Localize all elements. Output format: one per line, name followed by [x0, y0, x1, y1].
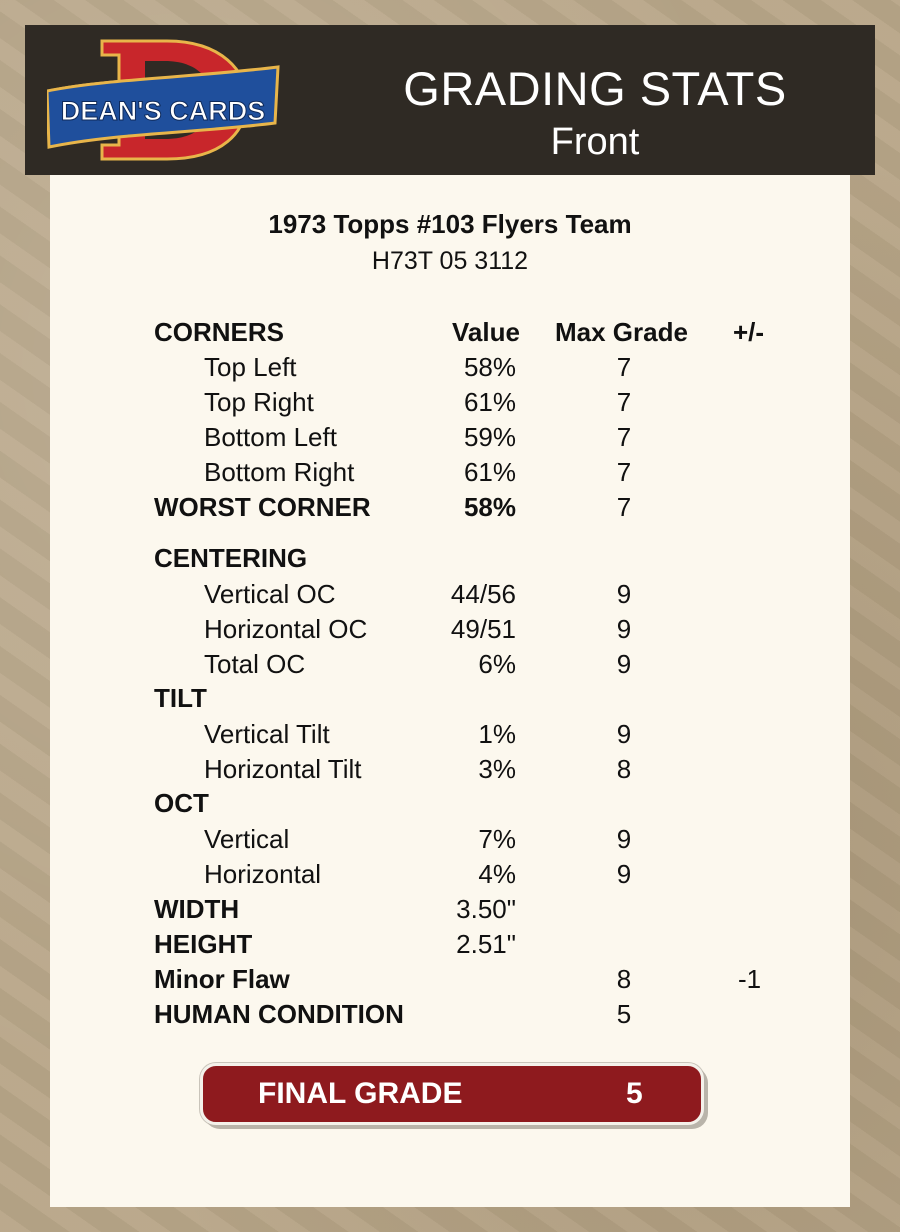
- row-label: TILT: [154, 683, 207, 713]
- row-value: 44/56: [450, 579, 516, 609]
- row-max-grade: 9: [616, 649, 632, 679]
- row-label: Top Left: [204, 352, 297, 382]
- row-label: Horizontal: [204, 859, 322, 889]
- table-row: [50, 929, 850, 963]
- final-grade-label: FINAL GRADE: [258, 1077, 463, 1110]
- table-row: [50, 859, 850, 893]
- row-value: 49/51: [450, 614, 516, 644]
- row-label: Total OC: [204, 649, 306, 679]
- row-label: Bottom Right: [204, 457, 355, 487]
- table-row: [50, 824, 850, 858]
- table-row: [50, 457, 850, 491]
- row-max-grade: 7: [616, 422, 632, 452]
- row-value: 7%: [478, 824, 516, 854]
- row-value: 61%: [463, 457, 516, 487]
- row-value: 59%: [463, 422, 516, 452]
- row-label: Horizontal OC: [204, 614, 368, 644]
- row-value: 2.51": [456, 929, 516, 959]
- table-row: [50, 649, 850, 683]
- grading-card: [50, 175, 850, 1207]
- row-label: Vertical Tilt: [204, 719, 330, 749]
- column-max-grade: Max Grade: [555, 317, 688, 347]
- row-label: Minor Flaw: [154, 964, 290, 994]
- table-row: [50, 894, 850, 928]
- table-row: [50, 387, 850, 421]
- row-max-grade: 8: [616, 754, 632, 784]
- row-max-grade: 5: [616, 999, 632, 1029]
- row-label: Top Right: [204, 387, 314, 417]
- row-max-grade: 7: [616, 387, 632, 417]
- final-grade-banner: [200, 1063, 704, 1125]
- page-subtitle: Front: [550, 121, 640, 163]
- table-row: [50, 614, 850, 648]
- table-row: [50, 422, 850, 456]
- row-value: 3%: [478, 754, 516, 784]
- cert-number: H73T 05 3112: [371, 247, 529, 275]
- table-row: [50, 683, 850, 717]
- row-max-grade: 7: [616, 352, 632, 382]
- table-row: [50, 492, 850, 526]
- row-label: HEIGHT: [154, 929, 253, 959]
- row-label: Vertical OC: [204, 579, 336, 609]
- logo-text: DEAN'S CARDS: [60, 96, 266, 126]
- row-value: 6%: [478, 649, 516, 679]
- row-max-grade: 9: [616, 824, 632, 854]
- row-max-grade: 9: [616, 719, 632, 749]
- row-max-grade: 7: [616, 492, 632, 522]
- table-row: [50, 788, 850, 822]
- table-row: [50, 579, 850, 613]
- row-value: 61%: [463, 387, 516, 417]
- row-value: 58%: [463, 492, 516, 522]
- row-plus-minus: -1: [738, 964, 762, 994]
- header-bar: [25, 25, 875, 175]
- table-row: [50, 964, 850, 998]
- table-row: [50, 999, 850, 1033]
- row-label: OCT: [154, 788, 209, 818]
- row-max-grade: 9: [616, 859, 632, 889]
- row-max-grade: 7: [616, 457, 632, 487]
- row-max-grade: 9: [616, 579, 632, 609]
- table-row: [50, 754, 850, 788]
- row-label: Bottom Left: [204, 422, 337, 452]
- row-label: HUMAN CONDITION: [154, 999, 404, 1029]
- row-label: Horizontal Tilt: [204, 754, 362, 784]
- deans-cards-logo: [47, 37, 282, 163]
- row-label: Vertical: [204, 824, 290, 854]
- column-section: CORNERS: [154, 317, 285, 347]
- column-value: Value: [452, 317, 520, 347]
- row-max-grade: 9: [616, 614, 632, 644]
- table-row: [50, 352, 850, 386]
- row-value: 3.50": [456, 894, 516, 924]
- row-label: WORST CORNER: [154, 492, 371, 522]
- column-plus-minus: +/-: [733, 317, 765, 347]
- table-row: [50, 543, 850, 577]
- table-header: [50, 317, 850, 351]
- final-grade-value: 5: [626, 1077, 643, 1110]
- row-label: WIDTH: [154, 894, 240, 924]
- row-label: CENTERING: [154, 543, 308, 573]
- card-title: 1973 Topps #103 Flyers Team: [268, 209, 632, 239]
- row-max-grade: 8: [616, 964, 632, 994]
- row-value: 58%: [463, 352, 516, 382]
- row-value: 1%: [478, 719, 516, 749]
- table-row: [50, 719, 850, 753]
- row-value: 4%: [478, 859, 516, 889]
- page-title: GRADING STATS: [403, 62, 787, 115]
